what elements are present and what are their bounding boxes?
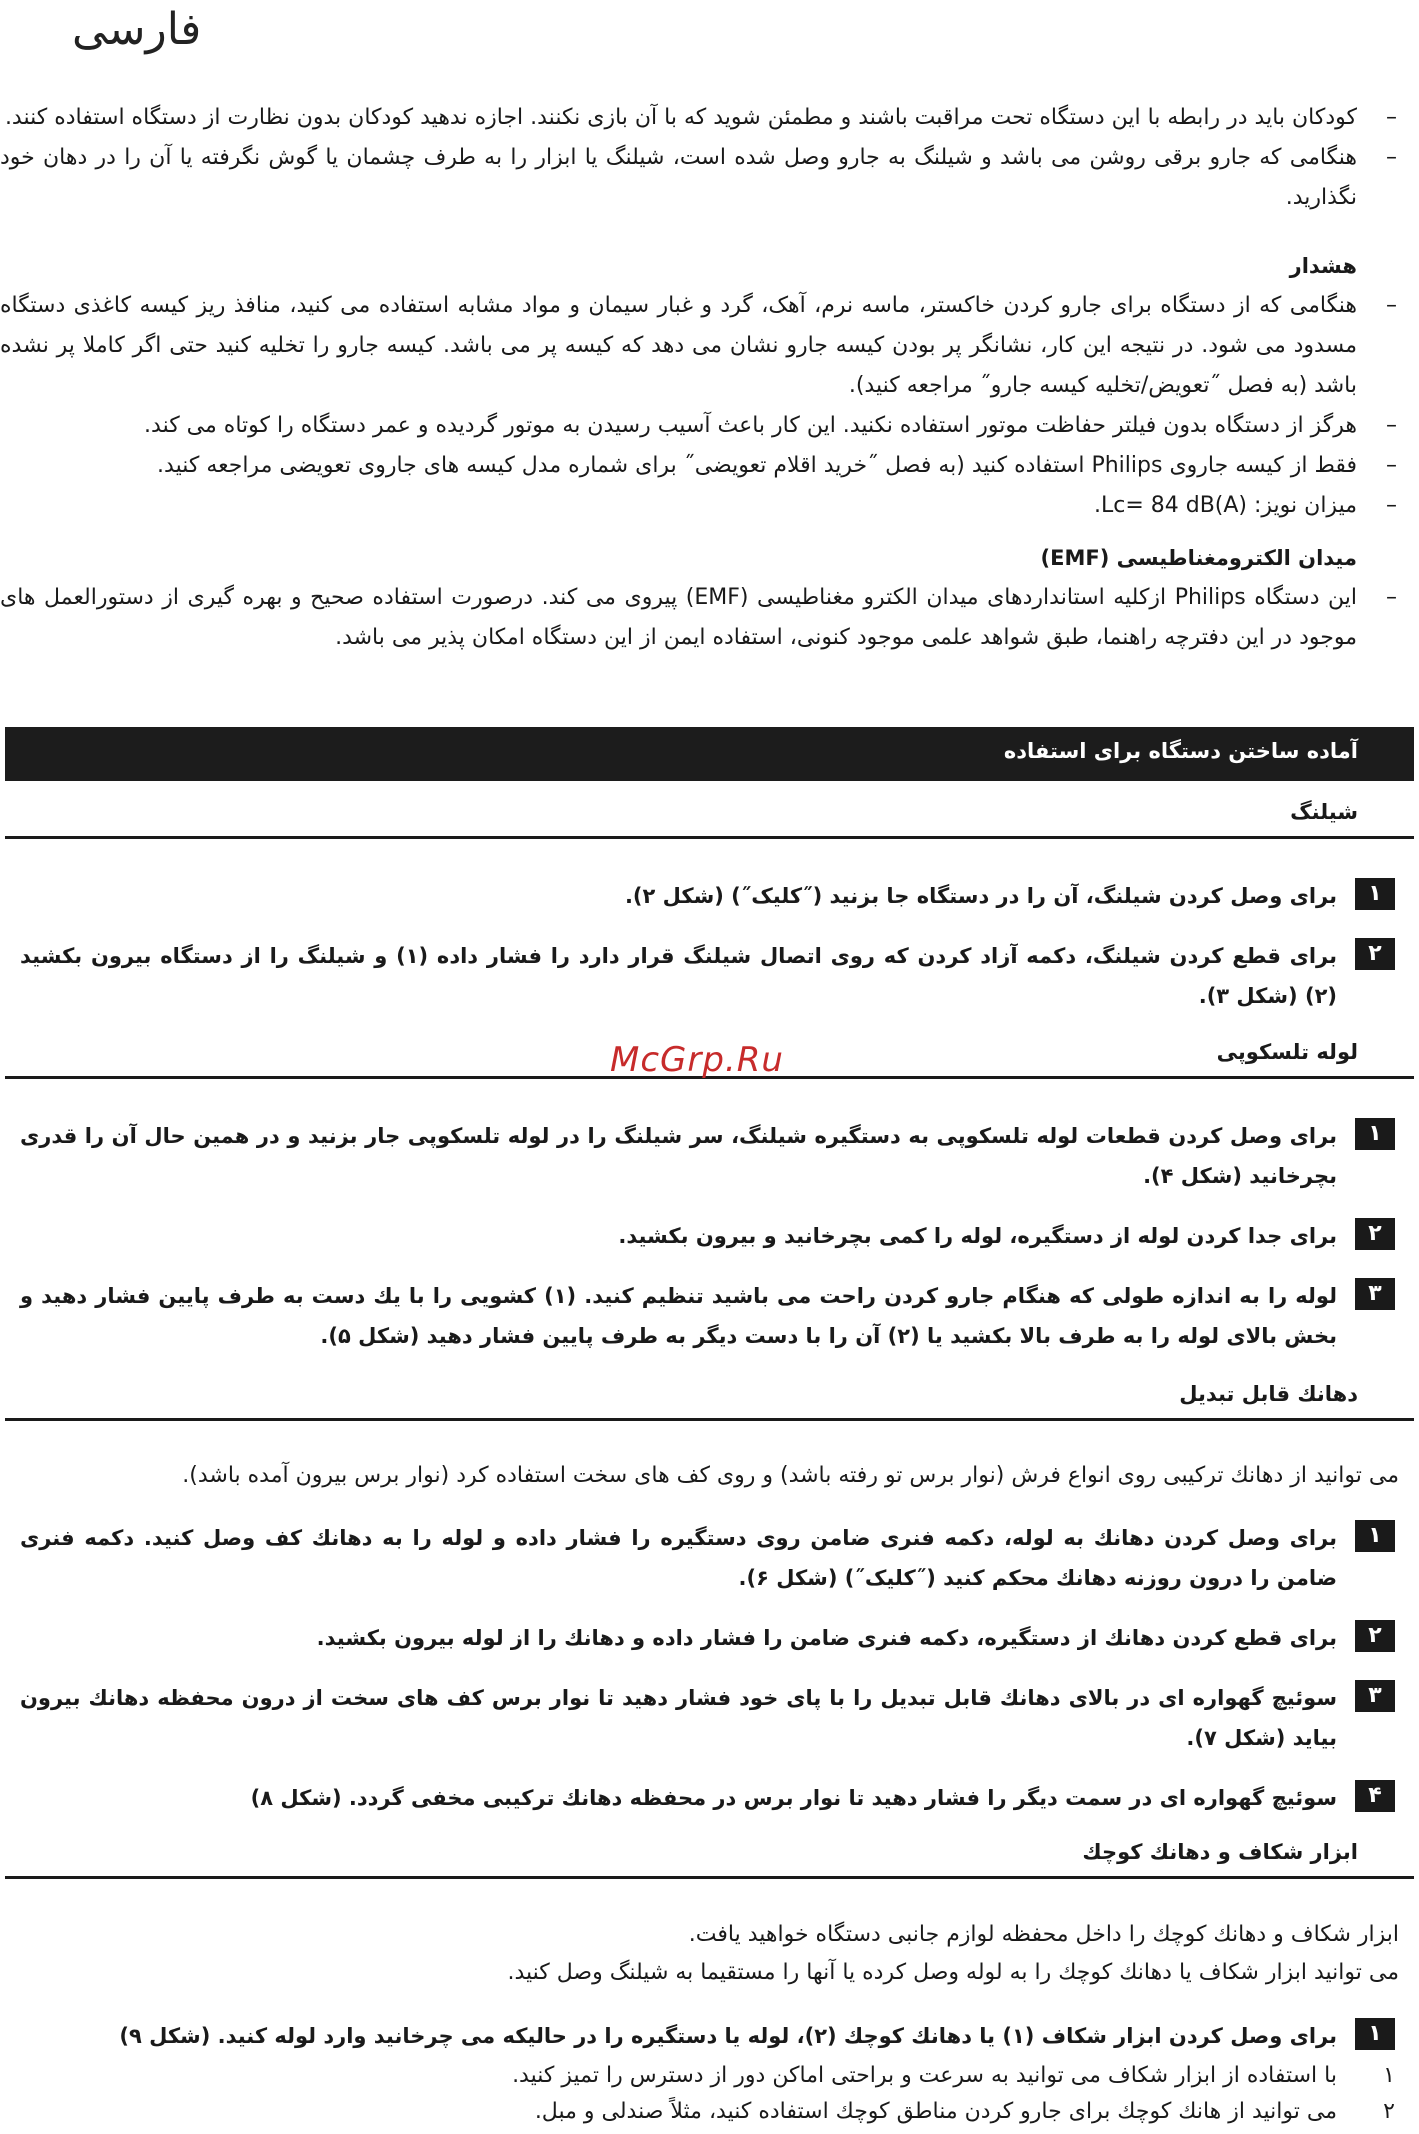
step-text: لوله را به اندازه طولی که هنگام جارو کردن راحت می باشید تنظیم کنید. (۱) کشویی را با یك دست به طرف پایین فشار دهید و بخش بالای لوله را به طرف بالا بکشید یا (۲) آن را با دست دیگر به طرف پایین فشار دهید (شکل ۵). (20, 1284, 1337, 1348)
substep-number: ۱ (1383, 2063, 1395, 2088)
substep-text: می توانید از هانك کوچك برای جارو کردن مناطق کوچك استفاده کنید، مثلاً صندلی و مبل. (534, 2099, 1337, 2124)
bullet-item: – میزان نویز: Lc= 84 dB(A). (1093, 493, 1397, 518)
hose-step (20, 876, 1409, 916)
step-number: ۳ (1355, 1680, 1395, 1712)
nozzle-title: دهانك قابل تبدیل (1179, 1382, 1358, 1406)
substep-number: ۲ (1383, 2099, 1395, 2124)
hose-step (20, 936, 1409, 1016)
bullet-item: – فقط از کیسه جاروی Philips استفاده کنید (به فصل ˝خرید اقلام تعویضی˝ برای شماره مدل کیسه های جاروی تعویضی مراجعه کنید. (157, 453, 1397, 478)
step-text: برای وصل کردن قطعات لوله تلسکوپی به دستگیره شیلنگ، سر شیلنگ را در لوله تلسکوپی جار بزنید و در همین حال آن را قدری بچرخانید (شکل ۴). (20, 1124, 1337, 1188)
language-title: فارسی (72, 4, 202, 55)
substep-text: با استفاده از ابزار شکاف می توانید به سرعت و براحتی اماکن دور از دسترس را تمیز کنید. (512, 2063, 1337, 2088)
step-number: ۳ (1355, 1278, 1395, 1310)
step-number: ۱ (1355, 2018, 1395, 2050)
section-bar (5, 727, 1414, 781)
warning-heading: هشدار (1289, 254, 1357, 278)
nozzle-step (20, 1778, 1409, 1818)
nozzle-section-header (5, 1382, 1414, 1421)
tools-intro-line: می توانید ابزار شکاف یا دهانك کوچك را به لوله وصل کرده یا آنها را مستقیما به شیلنگ وصل کنید. (507, 1960, 1399, 1985)
section-divider (5, 836, 1414, 839)
step-text: برای وصل کردن شیلنگ، آن را در دستگاه جا بزنید (˝کلیک˝) (شکل ۲). (624, 884, 1337, 908)
tools-intro-line: ابزار شکاف و دهانك کوچك را داخل محفظه لوازم جانبی دستگاه خواهید یافت. (688, 1922, 1399, 1947)
nozzle-intro: می توانید از دهانك ترکیبی روی انواع فرش (نوار برس تو رفته باشد) و روی کف های سخت استفاده کرد (نوار برس بیرون آمده باشد). (182, 1463, 1399, 1488)
bullet-item: – هنگامی که جارو برقی روشن می باشد و شیلنگ به جارو وصل شده است، شیلنگ یا ابزار را به طرف چشمان یا گوش نگرفته یا آن را در دهان خود نگذارید. (0, 145, 1397, 210)
tube-step (20, 1116, 1409, 1196)
bullet-item: – هرگز از دستگاه بدون فیلتر حفاظت موتور استفاده نکنید. این کار باعث آسیب رسیدن به موتور گردیده و عمر دستگاه را کوتاه می کند. (144, 413, 1397, 438)
step-text: سوئیچ گهواره ای در سمت دیگر را فشار دهید تا نوار برس در محفظه دهانك ترکیبی مخفی گردد. (شکل ۸) (250, 1786, 1337, 1810)
bullet-text: هرگز از دستگاه بدون فیلتر حفاظت موتور استفاده نکنید. این کار باعث آسیب رسیدن به موتور گردیده و عمر دستگاه را کوتاه می کند. (144, 413, 1357, 438)
nozzle-step (20, 1518, 1409, 1598)
emf-paragraph: – این دستگاه Philips ازکلیه استانداردهای میدان الکترو مغناطیسی (EMF) پیروی می کند. درصورت استفاده صحیح و بهره گیری از دستورالعمل های موجود در این دفترچه راهنما، طبق شواهد علمی موجود کنونی، استفاده ایمن از این دستگاه امکان پذیر می باشد. (0, 585, 1397, 650)
emf-heading: میدان الکترومغناطیسی (EMF) (1040, 546, 1357, 570)
tube-step (20, 1216, 1409, 1256)
step-text: سوئیچ گهواره ای در بالای دهانك قابل تبدیل را با پای خود فشار دهید تا نوار برس کف های سخت از درون محفظه دهانك بیرون بیاید (شکل ۷). (20, 1686, 1337, 1750)
tools-intro (20, 1916, 1409, 1992)
tools-step (20, 2016, 1409, 2056)
tools-substep (20, 2094, 1409, 2130)
tube-step (20, 1276, 1409, 1356)
section-divider (5, 1418, 1414, 1421)
tube-title: لوله تلسکوپی (1216, 1040, 1358, 1064)
hose-section-header (5, 800, 1414, 839)
bullet-text: میزان نویز: Lc= 84 dB(A). (1093, 493, 1357, 518)
step-number: ۲ (1355, 1620, 1395, 1652)
step-text: برای وصل کردن ابزار شکاف (۱) یا دهانك کوچك (۲)، لوله یا دستگیره را در حالیکه می چرخانید وارد لوله کنید. (شکل ۹) (119, 2024, 1337, 2048)
step-number: ۲ (1355, 1218, 1395, 1250)
bullet-text: فقط از کیسه جاروی Philips استفاده کنید (به فصل ˝خرید اقلام تعویضی˝ برای شماره مدل کیسه های جاروی تعویضی مراجعه کنید. (157, 453, 1357, 478)
bullet-text: هنگامی که از دستگاه برای جارو کردن خاکستر، ماسه نرم، آهک، گرد و غبار سیمان و مواد مشابه استفاده می کنید، منافذ ریز کیسه کاغذی دستگاه مسدود می شود. در نتیجه این کار، نشانگر پر بودن کیسه جارو نشان می دهد که کیسه پر می باشد. کیسه جارو را تخلیه کنید حتی اگر کاملا پر نشده باشد (به فصل ˝تعویض/تخلیه کیسه جارو˝ مراجعه کنید). (0, 293, 1357, 398)
step-number: ۱ (1355, 1118, 1395, 1150)
section-divider (5, 1876, 1414, 1879)
tools-substep (20, 2058, 1409, 2094)
hose-title: شیلنگ (1290, 800, 1358, 824)
step-number: ۱ (1355, 1520, 1395, 1552)
step-text: برای قطع کردن دهانك از دستگیره، دکمه فنری ضامن را فشار داده و دهانك را از لوله بیرون بکشید. (316, 1626, 1337, 1650)
tools-section-header (5, 1840, 1414, 1879)
section-bar-title: آماده ساختن دستگاه برای استفاده (1003, 739, 1358, 763)
nozzle-step (20, 1678, 1409, 1758)
bullet-item: – کودکان باید در رابطه با این دستگاه تحت مراقبت باشند و مطمئن شوید که با آن بازی نکنند. اجازه ندهید کودکان بدون نظارت از دستگاه استفاده کنند. (4, 105, 1397, 130)
nozzle-step (20, 1618, 1409, 1658)
emf-text: این دستگاه Philips ازکلیه استانداردهای میدان الکترو مغناطیسی (EMF) پیروی می کند. درصورت استفاده صحیح و بهره گیری از دستورالعمل های موجود در این دفترچه راهنما، طبق شواهد علمی موجود کنونی، استفاده ایمن از این دستگاه امکان پذیر می باشد. (0, 585, 1358, 650)
step-text: برای وصل کردن دهانك به لوله، دکمه فنری ضامن روی دستگیره را فشار داده و لوله را به دهانك کف وصل کنید. دکمه فنری ضامن را درون روزنه دهانك محکم کنید (˝کلیک˝) (شکل ۶). (20, 1526, 1337, 1590)
step-number: ۴ (1355, 1780, 1395, 1812)
bullet-text: هنگامی که جارو برقی روشن می باشد و شیلنگ به جارو وصل شده است، شیلنگ یا ابزار را به طرف چشمان یا گوش نگرفته یا آن را در دهان خود نگذارید. (0, 145, 1357, 210)
watermark: McGrp.Ru (610, 1040, 784, 1080)
step-number: ۱ (1355, 878, 1395, 910)
step-text: برای قطع کردن شیلنگ، دکمه آزاد کردن که روی اتصال شیلنگ قرار دارد را فشار داده (۱) و شیلنگ را از دستگاه بیرون بکشید (۲) (شکل ۳). (20, 944, 1337, 1008)
bullet-item: – هنگامی که از دستگاه برای جارو کردن خاکستر، ماسه نرم، آهک، گرد و غبار سیمان و مواد مشابه استفاده می کنید، منافذ ریز کیسه کاغذی دستگاه مسدود می شود. در نتیجه این کار، نشانگر پر بودن کیسه جارو نشان می دهد که کیسه پر می باشد. کیسه جارو را تخلیه کنید حتی اگر کاملا پر نشده باشد (به فصل ˝تعویض/تخلیه کیسه جارو˝ مراجعه کنید). (0, 293, 1397, 398)
bullet-text: کودکان باید در رابطه با این دستگاه تحت مراقبت باشند و مطمئن شوید که با آن بازی نکنند. اجازه ندهید کودکان بدون نظارت از دستگاه استفاده کنند. (4, 105, 1357, 130)
intro-bullets (0, 98, 1399, 658)
tools-title: ابزار شکاف و دهانك کوچك (1082, 1840, 1358, 1864)
step-number: ۲ (1355, 938, 1395, 970)
step-text: برای جدا کردن لوله از دستگیره، لوله را کمی بچرخانید و بیرون بکشید. (618, 1224, 1337, 1248)
